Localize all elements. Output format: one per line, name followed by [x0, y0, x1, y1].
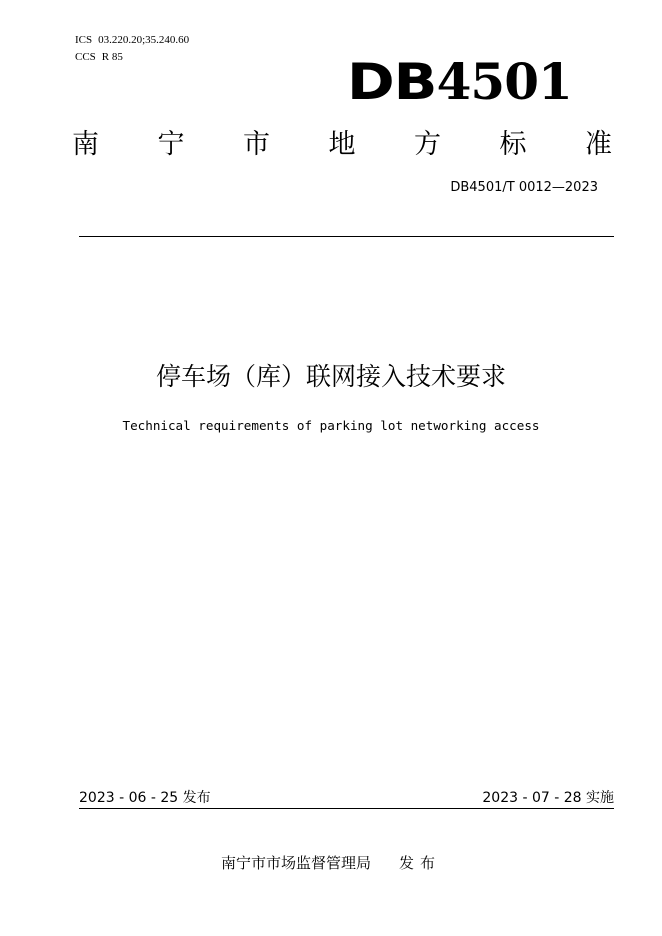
document-title-english: Technical requirements of parking lot networking access: [122, 418, 540, 433]
issuer-action: 发布: [399, 854, 442, 872]
ics-label: ICS: [75, 34, 93, 46]
top-divider: [79, 236, 614, 237]
standard-type-char: 准: [585, 129, 612, 160]
standard-type: [72, 128, 612, 162]
standard-type-char: 标: [499, 129, 527, 160]
logo-db: DB: [347, 53, 437, 111]
standard-logo: [347, 54, 572, 110]
ics-line: [75, 32, 195, 49]
logo-code: 4501: [436, 52, 572, 111]
document-title-chinese: 停车场（库）联网接入技术要求: [155, 362, 506, 391]
standard-type-char: 市: [243, 129, 270, 160]
ccs-line: [75, 49, 195, 66]
classification-codes: [75, 32, 195, 66]
standard-type-char: 方: [414, 129, 441, 160]
standard-type-char: 宁: [157, 129, 185, 160]
standard-type-char: 南: [72, 129, 99, 160]
ccs-label: CCS: [75, 51, 96, 63]
implement-date: 2023 - 07 - 28 实施: [482, 790, 614, 806]
standard-type-char: 地: [328, 129, 356, 160]
ccs-value: R 85: [101, 51, 123, 63]
issuer-line: [0, 853, 662, 873]
bottom-divider: [79, 808, 614, 809]
publish-date: 2023 - 06 - 25 发布: [79, 790, 211, 806]
issuer-name: 南宁市市场监督管理局: [220, 854, 371, 872]
standard-number: DB4501/T 0012—2023: [450, 180, 598, 195]
ics-value: 03.220.20;35.240.60: [98, 34, 190, 46]
